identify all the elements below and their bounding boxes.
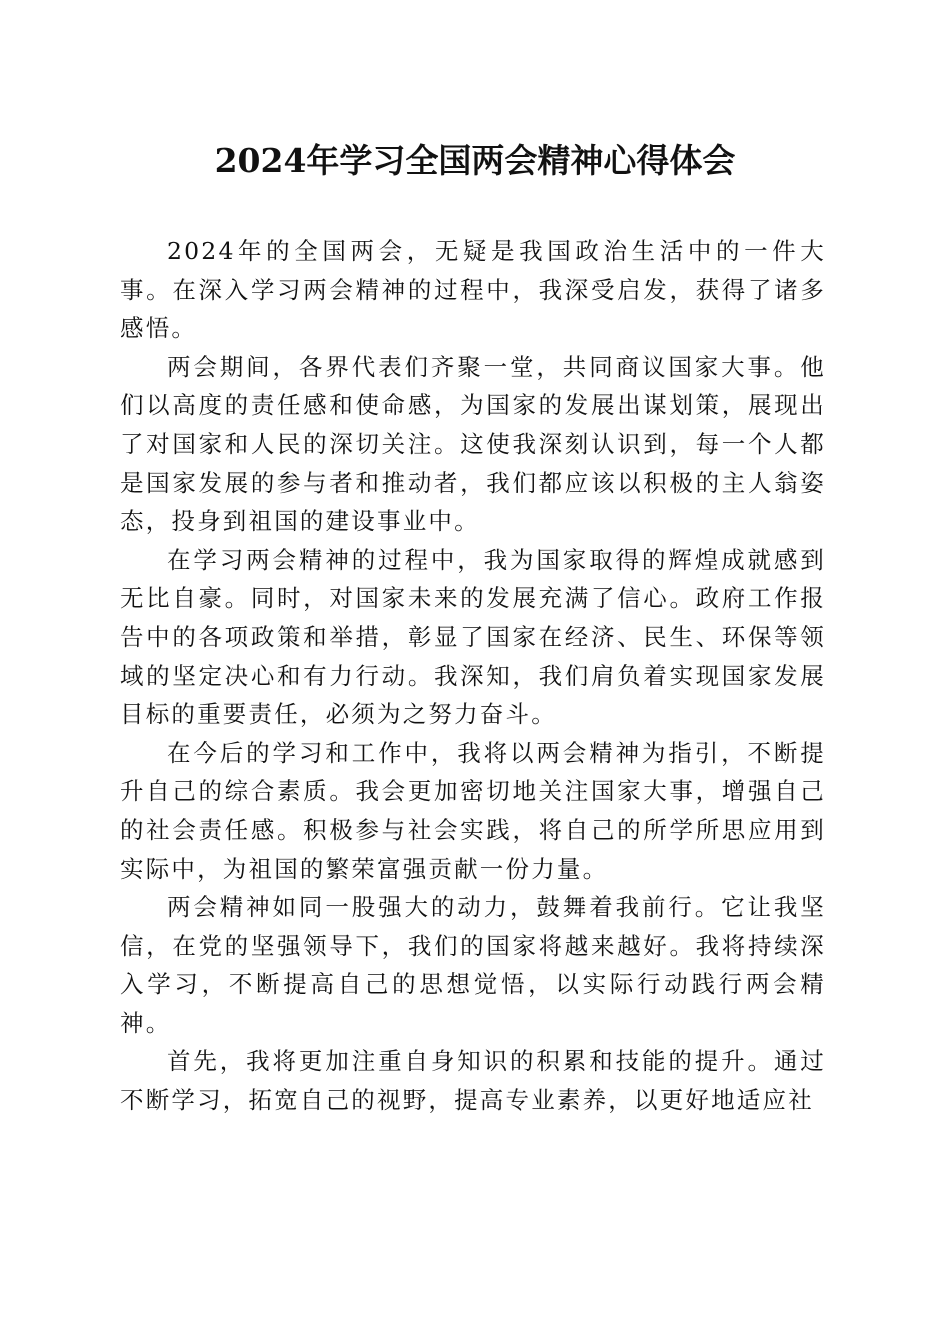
paragraph: 两会精神如同一股强大的动力，鼓舞着我前行。它让我坚信，在党的坚强领导下，我们的国家将越来越好。我将持续深入学习，不断提高自己的思想觉悟，以实际行动践行两会精神。 xyxy=(120,893,826,1037)
paragraph: 在学习两会精神的过程中，我为国家取得的辉煌成就感到无比自豪。同时，对国家未来的发展充满了信心。政府工作报告中的各项政策和举措，彰显了国家在经济、民生、环保等领域的坚定决心和有力行动。我深知，我们肩负着实现国家发展目标的重要责任，必须为之努力奋斗。 xyxy=(120,545,826,729)
document-title: 2024年学习全国两会精神心得体会 xyxy=(214,141,736,180)
paragraph: 2024年的全国两会，无疑是我国政治生活中的一件大事。在深入学习两会精神的过程中，我深受启发，获得了诸多感悟。 xyxy=(120,237,826,343)
paragraph: 两会期间，各界代表们齐聚一堂，共同商议国家大事。他们以高度的责任感和使命感，为国家的发展出谋划策，展现出了对国家和人民的深切关注。这使我深刻认识到，每一个人都是国家发展的参与者和推动者，我们都应该以积极的主人翁姿态，投身到祖国的建设事业中。 xyxy=(120,352,826,536)
paragraph: 首先，我将更加注重自身知识的积累和技能的提升。通过不断学习，拓宽自己的视野，提高专业素养，以更好地适应社 xyxy=(120,1047,826,1115)
paragraph: 在今后的学习和工作中，我将以两会精神为指引，不断提升自己的综合素质。我会更加密切地关注国家大事，增强自己的社会责任感。积极参与社会实践，将自己的所学所思应用到实际中，为祖国的繁荣富强贡献一份力量。 xyxy=(120,738,826,883)
document-body xyxy=(120,232,826,1120)
